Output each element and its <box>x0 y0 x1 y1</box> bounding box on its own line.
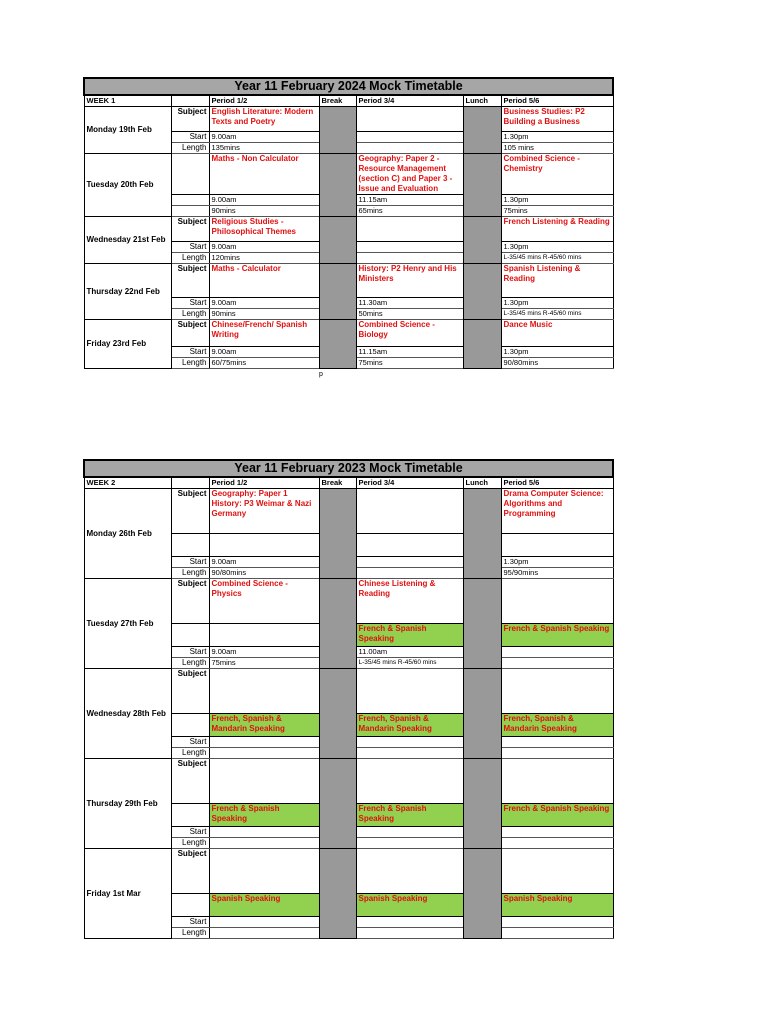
break-cell <box>319 154 356 217</box>
period-3-4-subject <box>356 849 463 894</box>
period-1-2-subject: Maths - Non Calculator <box>209 154 319 195</box>
period-5-6-length: L-35/45 mins R-45/60 mins <box>501 253 613 264</box>
speaking-label-blank <box>171 624 209 647</box>
period-5-6-length: 105 mins <box>501 143 613 154</box>
start-label: Start <box>171 917 209 928</box>
period-5-6-length <box>501 658 613 669</box>
length-label: Length <box>171 658 209 669</box>
period-5-6-length <box>501 928 613 939</box>
period-3-4-length <box>356 928 463 939</box>
period-1-2-length: 60/75mins <box>209 358 319 369</box>
header-break: Break <box>319 95 356 107</box>
length-label: Length <box>171 143 209 154</box>
subject-label: Subject <box>171 320 209 347</box>
period-5-6-subject: French Listening & Reading <box>501 217 613 242</box>
period-5-6-length: 75mins <box>501 206 613 217</box>
day-label: Tuesday 27th Feb <box>84 579 171 669</box>
header-period-1-2: Period 1/2 <box>209 477 319 489</box>
stray-marker: p <box>319 371 323 378</box>
period-5-6-length <box>501 748 613 759</box>
subject-label: Subject <box>171 264 209 298</box>
period-1-2-length <box>209 838 319 849</box>
day-row <box>84 264 613 298</box>
period-3-4-start <box>356 132 463 143</box>
period-3-4-start: 11.15am <box>356 195 463 206</box>
header-period-5-6: Period 5/6 <box>501 477 613 489</box>
period-5-6-start <box>501 917 613 928</box>
lunch-cell <box>463 669 501 759</box>
lunch-cell <box>463 579 501 669</box>
period-5-6-speaking: Spanish Speaking <box>501 894 613 917</box>
period-5-6-subject: Dance Music <box>501 320 613 347</box>
header-period-5-6: Period 5/6 <box>501 95 613 107</box>
lunch-cell <box>463 217 501 264</box>
period-3-4-subject <box>356 107 463 132</box>
period-1-2-subject: English Literature: Modern Texts and Poetry <box>209 107 319 132</box>
length-label <box>171 206 209 217</box>
period-1-2-subject: Combined Science - Physics <box>209 579 319 624</box>
period-5-6-length <box>501 838 613 849</box>
length-label: Length <box>171 568 209 579</box>
break-cell <box>319 217 356 264</box>
week-label: WEEK 1 <box>84 95 171 107</box>
period-3-4-start <box>356 557 463 568</box>
period-3-4-length <box>356 143 463 154</box>
period-1-2-length <box>209 748 319 759</box>
lunch-cell <box>463 154 501 217</box>
period-3-4-speaking: French, Spanish & Mandarin Speaking <box>356 714 463 737</box>
period-1-2-start: 9.00am <box>209 298 319 309</box>
break-cell <box>319 107 356 154</box>
period-5-6-speaking: French & Spanish Speaking <box>501 804 613 827</box>
period-3-4-subject: History: P2 Henry and His Ministers <box>356 264 463 298</box>
start-label <box>171 195 209 206</box>
start-label: Start <box>171 827 209 838</box>
lunch-cell <box>463 320 501 369</box>
period-1-2-start: 9.00am <box>209 347 319 358</box>
period-5-6-length: 95/90mins <box>501 568 613 579</box>
period-5-6-start <box>501 827 613 838</box>
subject-label: Subject <box>171 107 209 132</box>
subject-label: Subject <box>171 669 209 714</box>
period-3-4-subject: Combined Science - Biology <box>356 320 463 347</box>
period-5-6-speaking <box>501 534 613 557</box>
period-3-4-subject <box>356 217 463 242</box>
start-label: Start <box>171 298 209 309</box>
period-5-6-start <box>501 737 613 748</box>
day-row <box>84 217 613 242</box>
length-label: Length <box>171 309 209 320</box>
break-cell <box>319 489 356 579</box>
period-3-4-subject <box>356 759 463 804</box>
lunch-cell <box>463 759 501 849</box>
period-1-2-start: 9.00am <box>209 132 319 143</box>
week-2-title: Year 11 February 2023 Mock Timetable <box>84 460 613 477</box>
period-1-2-start <box>209 827 319 838</box>
period-5-6-speaking: French, Spanish & Mandarin Speaking <box>501 714 613 737</box>
subject-label: Subject <box>171 759 209 804</box>
period-3-4-speaking: French & Spanish Speaking <box>356 624 463 647</box>
day-label: Friday 23rd Feb <box>84 320 171 369</box>
period-1-2-length <box>209 928 319 939</box>
day-label: Thursday 29th Feb <box>84 759 171 849</box>
start-label: Start <box>171 557 209 568</box>
period-3-4-length: 75mins <box>356 358 463 369</box>
period-1-2-speaking: French, Spanish & Mandarin Speaking <box>209 714 319 737</box>
period-3-4-start <box>356 827 463 838</box>
length-label: Length <box>171 748 209 759</box>
day-label: Monday 19th Feb <box>84 107 171 154</box>
period-3-4-subject: Chinese Listening & Reading <box>356 579 463 624</box>
period-1-2-speaking <box>209 624 319 647</box>
period-5-6-length: 90/80mins <box>501 358 613 369</box>
period-5-6-subject <box>501 669 613 714</box>
day-row <box>84 320 613 347</box>
header-blank <box>171 95 209 107</box>
period-3-4-start: 11.30am <box>356 298 463 309</box>
subject-label: Subject <box>171 489 209 534</box>
break-cell <box>319 669 356 759</box>
start-label: Start <box>171 242 209 253</box>
period-3-4-length <box>356 568 463 579</box>
period-3-4-length <box>356 838 463 849</box>
day-row <box>84 107 613 132</box>
period-1-2-start: 9.00am <box>209 242 319 253</box>
start-label: Start <box>171 347 209 358</box>
header-break: Break <box>319 477 356 489</box>
start-label: Start <box>171 647 209 658</box>
header-period-3-4: Period 3/4 <box>356 477 463 489</box>
length-label: Length <box>171 928 209 939</box>
start-label: Start <box>171 737 209 748</box>
period-3-4-subject <box>356 669 463 714</box>
period-1-2-speaking: Spanish Speaking <box>209 894 319 917</box>
length-label: Length <box>171 253 209 264</box>
start-label: Start <box>171 132 209 143</box>
week-label: WEEK 2 <box>84 477 171 489</box>
period-5-6-subject: Business Studies: P2 Building a Business <box>501 107 613 132</box>
break-cell <box>319 264 356 320</box>
period-1-2-length: 90/80mins <box>209 568 319 579</box>
subject-label <box>171 154 209 195</box>
period-5-6-start: 1.30pm <box>501 195 613 206</box>
period-5-6-subject <box>501 759 613 804</box>
lunch-cell <box>463 849 501 939</box>
period-3-4-subject: Geography: Paper 2 - Resource Management (section C) and Paper 3 - Issue and Evaluation <box>356 154 463 195</box>
length-label: Length <box>171 838 209 849</box>
period-5-6-subject: Combined Science - Chemistry <box>501 154 613 195</box>
lunch-cell <box>463 264 501 320</box>
header-lunch: Lunch <box>463 95 501 107</box>
period-3-4-start: 11.00am <box>356 647 463 658</box>
period-3-4-length: 65mins <box>356 206 463 217</box>
period-3-4-subject <box>356 489 463 534</box>
subject-label: Subject <box>171 217 209 242</box>
period-1-2-subject: Geography: Paper 1 History: P3 Weimar & Nazi Germany <box>209 489 319 534</box>
period-3-4-start <box>356 917 463 928</box>
day-label: Wednesday 28th Feb <box>84 669 171 759</box>
header-blank <box>171 477 209 489</box>
period-1-2-start <box>209 917 319 928</box>
period-5-6-start: 1.30pm <box>501 132 613 143</box>
period-5-6-speaking: French & Spanish Speaking <box>501 624 613 647</box>
period-1-2-length: 90mins <box>209 206 319 217</box>
period-5-6-subject: Drama Computer Science: Algorithms and Programming <box>501 489 613 534</box>
speaking-label-blank <box>171 714 209 737</box>
period-5-6-subject: Spanish Listening & Reading <box>501 264 613 298</box>
period-5-6-subject <box>501 579 613 624</box>
period-5-6-start <box>501 647 613 658</box>
break-cell <box>319 759 356 849</box>
break-cell <box>319 849 356 939</box>
period-3-4-speaking: French & Spanish Speaking <box>356 804 463 827</box>
period-1-2-start: 9.00am <box>209 647 319 658</box>
period-1-2-subject <box>209 669 319 714</box>
period-1-2-speaking: French & Spanish Speaking <box>209 804 319 827</box>
period-1-2-length: 135mins <box>209 143 319 154</box>
period-3-4-start <box>356 242 463 253</box>
period-3-4-length <box>356 253 463 264</box>
period-5-6-subject <box>501 849 613 894</box>
speaking-label-blank <box>171 804 209 827</box>
length-label: Length <box>171 358 209 369</box>
week-1-title: Year 11 February 2024 Mock Timetable <box>84 78 613 95</box>
subject-label: Subject <box>171 579 209 624</box>
period-1-2-subject: Chinese/French/ Spanish Writing <box>209 320 319 347</box>
period-1-2-speaking <box>209 534 319 557</box>
header-period-1-2: Period 1/2 <box>209 95 319 107</box>
period-1-2-subject: Maths - Calculator <box>209 264 319 298</box>
period-1-2-subject <box>209 849 319 894</box>
lunch-cell <box>463 107 501 154</box>
subject-label: Subject <box>171 849 209 894</box>
day-label: Wednesday 21st Feb <box>84 217 171 264</box>
day-label: Friday 1st Mar <box>84 849 171 939</box>
week-1-timetable <box>83 77 612 378</box>
speaking-label-blank <box>171 894 209 917</box>
period-3-4-length: 50mins <box>356 309 463 320</box>
period-5-6-start: 1.30pm <box>501 347 613 358</box>
period-3-4-length <box>356 748 463 759</box>
period-1-2-length: 120mins <box>209 253 319 264</box>
speaking-label-blank <box>171 534 209 557</box>
day-label: Monday 26th Feb <box>84 489 171 579</box>
period-3-4-start <box>356 737 463 748</box>
header-period-3-4: Period 3/4 <box>356 95 463 107</box>
break-cell <box>319 320 356 369</box>
period-5-6-start: 1.30pm <box>501 298 613 309</box>
period-1-2-subject: Religious Studies - Philosophical Themes <box>209 217 319 242</box>
period-1-2-start: 9.00am <box>209 557 319 568</box>
period-5-6-length: L-35/45 mins R-45/60 mins <box>501 309 613 320</box>
day-row <box>84 154 613 195</box>
day-label: Tuesday 20th Feb <box>84 154 171 217</box>
period-1-2-length: 90mins <box>209 309 319 320</box>
period-3-4-speaking: Spanish Speaking <box>356 894 463 917</box>
period-3-4-speaking <box>356 534 463 557</box>
period-1-2-start <box>209 737 319 748</box>
period-5-6-start: 1.30pm <box>501 557 613 568</box>
lunch-cell <box>463 489 501 579</box>
period-3-4-length: L-35/45 mins R-45/60 mins <box>356 658 463 669</box>
break-cell <box>319 579 356 669</box>
period-3-4-start: 11.15am <box>356 347 463 358</box>
period-1-2-start: 9.00am <box>209 195 319 206</box>
week-2-timetable <box>83 459 612 939</box>
day-label: Thursday 22nd Feb <box>84 264 171 320</box>
header-lunch: Lunch <box>463 477 501 489</box>
period-1-2-subject <box>209 759 319 804</box>
period-5-6-start: 1.30pm <box>501 242 613 253</box>
period-1-2-length: 75mins <box>209 658 319 669</box>
